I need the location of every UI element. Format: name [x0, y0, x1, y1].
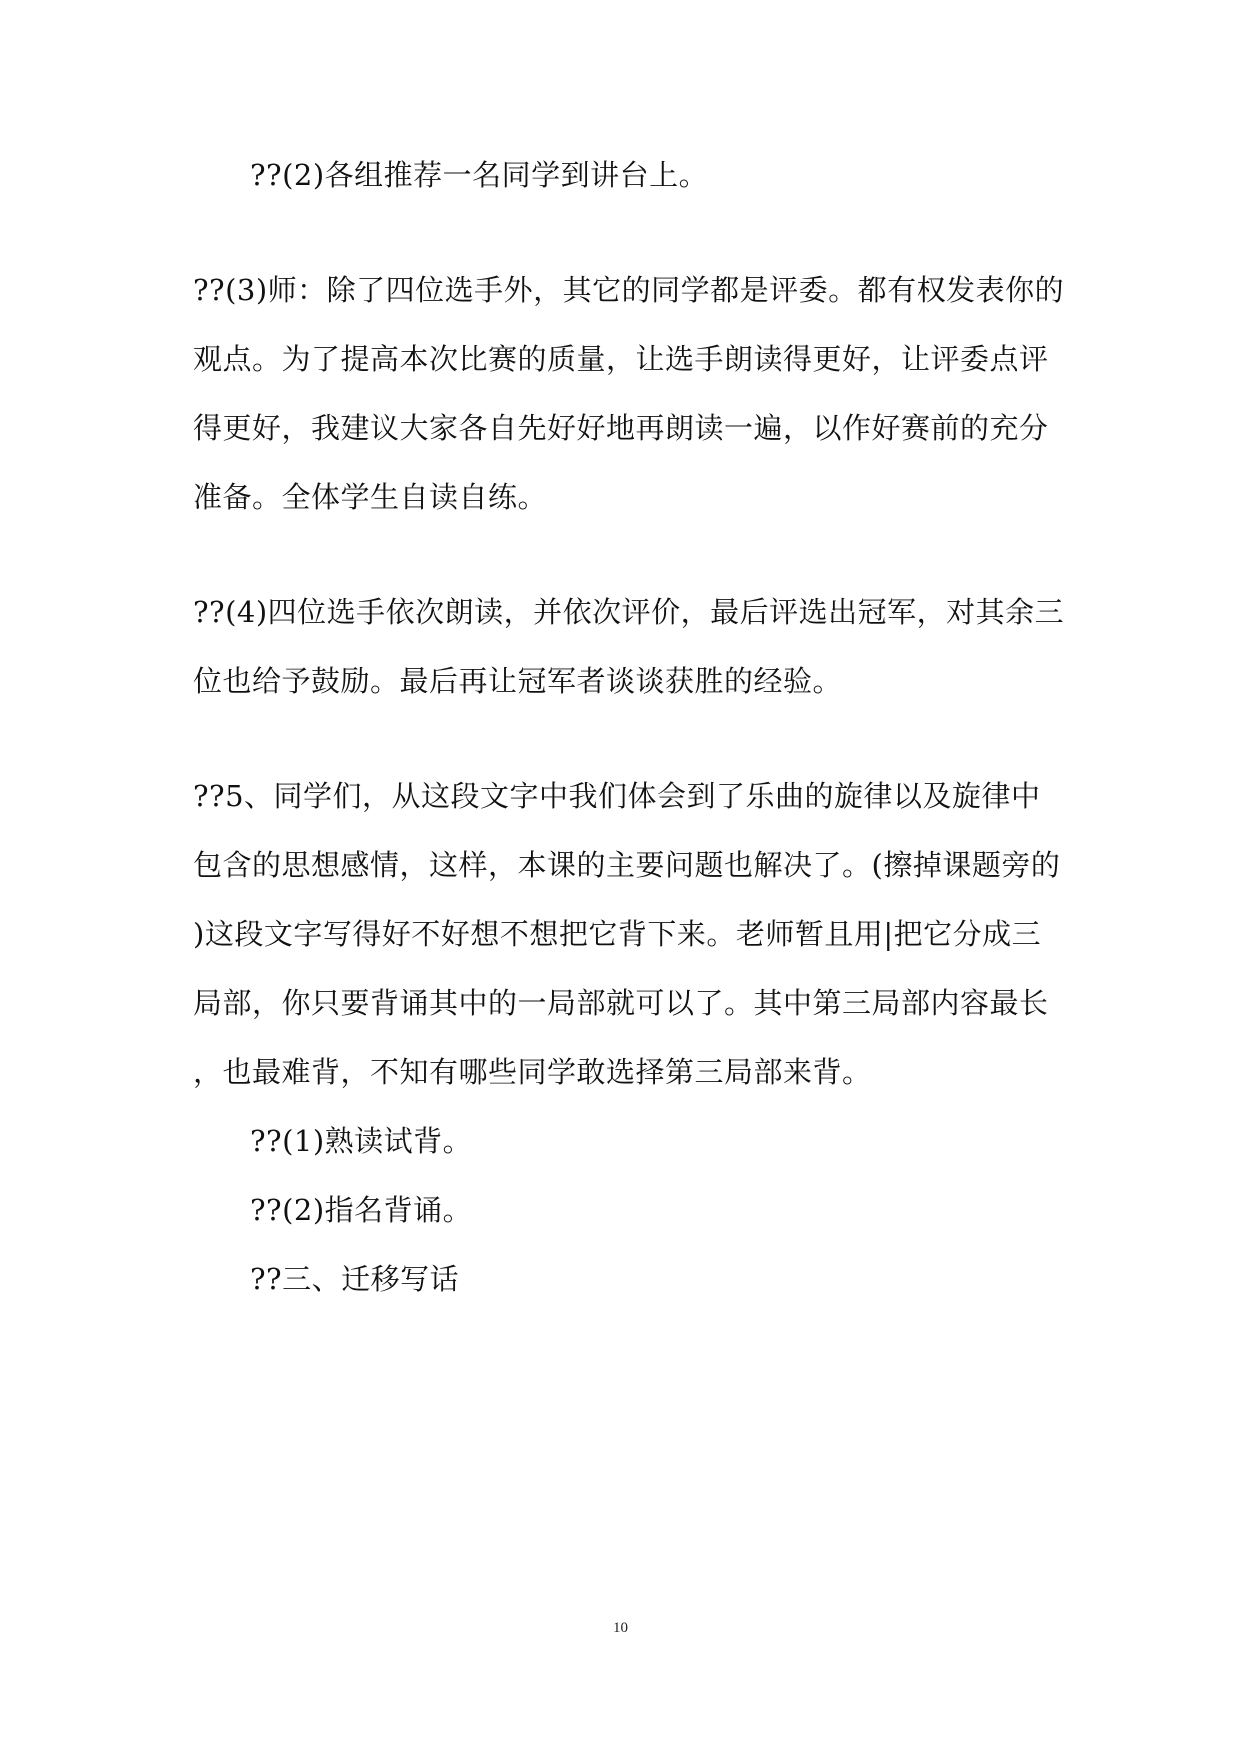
- text-line: ，也最难背，不知有哪些同学敢选择第三局部来背。: [193, 1055, 872, 1089]
- text-line: ??(2)指名背诵。: [250, 1193, 473, 1227]
- text-line: 得更好，我建议大家各自先好好地再朗读一遍，以作好赛前的充分: [193, 411, 1049, 445]
- text-line: 包含的思想感情，这样，本课的主要问题也解决了。(擦掉课题旁的: [193, 848, 1061, 882]
- text-line: ??(1)熟读试背。: [250, 1124, 473, 1158]
- text-line: ??(2)各组推荐一名同学到讲台上。: [250, 158, 709, 192]
- text-line: )这段文字写得好不好想不想把它背下来。老师暂且用|把它分成三: [193, 917, 1042, 951]
- text-line: ??5、同学们，从这段文字中我们体会到了乐曲的旋律以及旋律中: [193, 779, 1041, 813]
- section-heading: ??三、迁移写话: [250, 1262, 460, 1296]
- text-line: 准备。全体学生自读自练。: [193, 480, 548, 514]
- text-line: 观点。为了提高本次比赛的质量，让选手朗读得更好，让评委点评: [193, 342, 1049, 376]
- text-line: ??(3)师：除了四位选手外，其它的同学都是评委。都有权发表你的: [193, 273, 1065, 307]
- text-line: 位也给予鼓励。最后再让冠军者谈谈获胜的经验。: [193, 664, 843, 698]
- text-line: ??(4)四位选手依次朗读，并依次评价，最后评选出冠军，对其余三: [193, 595, 1065, 629]
- text-line: 局部，你只要背诵其中的一局部就可以了。其中第三局部内容最长: [193, 986, 1049, 1020]
- page-number: 10: [613, 1620, 628, 1636]
